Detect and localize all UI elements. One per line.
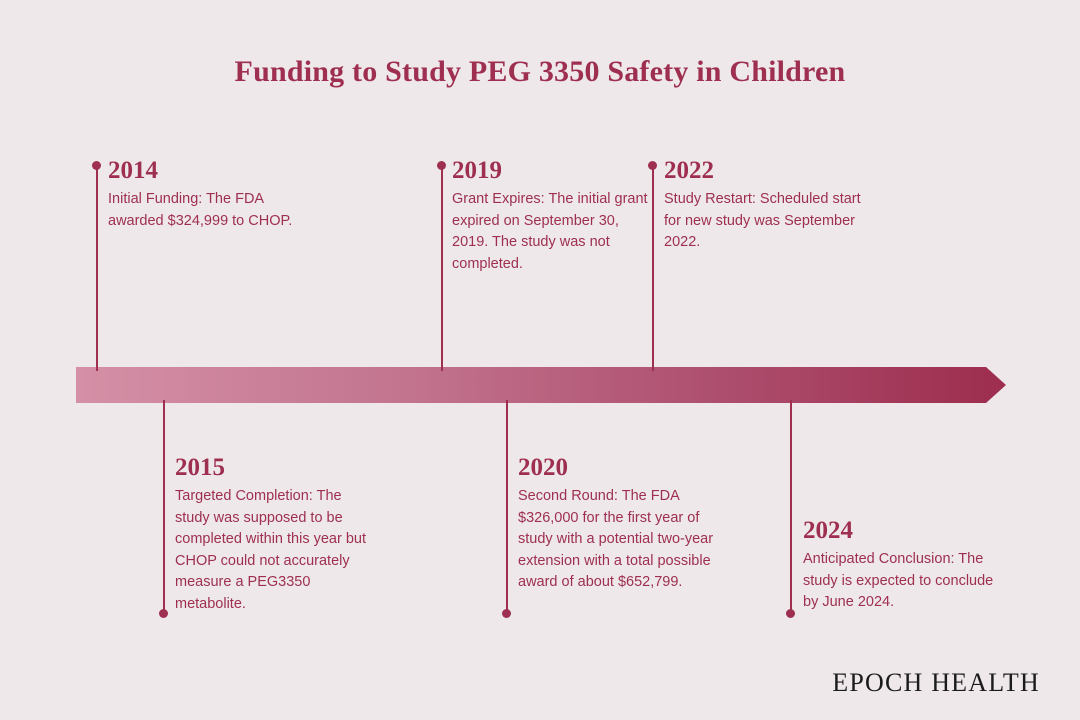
connector-line-2014 — [96, 166, 98, 371]
event-description-2024: Anticipated Conclusion: The study is expected to conclude by June 2024. — [803, 551, 994, 610]
timeline-dot-2020 — [502, 609, 511, 618]
timeline-dot-2015 — [159, 609, 168, 618]
timeline-event-2019 — [452, 158, 652, 275]
event-description-2019: Grant Expires: The initial grant expired on September 30, 2019. The study was not completed. — [452, 191, 648, 272]
timeline-bar — [76, 367, 986, 403]
connector-line-2015 — [163, 400, 165, 613]
timeline-dot-2014 — [92, 161, 101, 170]
timeline-event-2022 — [664, 158, 864, 254]
timeline-event-2024 — [803, 518, 1003, 614]
connector-line-2019 — [441, 166, 443, 371]
timeline-arrow-icon — [986, 367, 1006, 403]
timeline-dot-2019 — [437, 161, 446, 170]
timeline-event-2014 — [108, 158, 308, 232]
event-year-2019: 2019 — [452, 157, 502, 184]
event-description-2015: Targeted Completion: The study was supposed to be completed within this year but CHOP could not accurately measure a PEG3350 metabolite. — [175, 488, 367, 612]
timeline-event-2015 — [175, 455, 375, 615]
event-year-2024: 2024 — [803, 517, 853, 544]
connector-line-2020 — [506, 400, 508, 613]
event-year-2022: 2022 — [664, 157, 714, 184]
event-description-2020: Second Round: The FDA $326,000 for the first year of study with a potential two-year extension with a total possible award of about $652,799. — [518, 488, 714, 590]
event-year-2015: 2015 — [175, 454, 225, 481]
timeline-event-2020 — [518, 455, 718, 594]
connector-line-2024 — [790, 400, 792, 613]
event-year-2014: 2014 — [108, 157, 158, 184]
page-title: Funding to Study PEG 3350 Safety in Children — [234, 55, 846, 88]
event-description-2022: Study Restart: Scheduled start for new study was September 2022. — [664, 191, 861, 250]
event-description-2014: Initial Funding: The FDA awarded $324,999 to CHOP. — [108, 191, 293, 229]
timeline-dot-2024 — [786, 609, 795, 618]
brand-wordmark: EPOCH HEALTH — [832, 668, 1040, 697]
connector-line-2022 — [652, 166, 654, 371]
event-year-2020: 2020 — [518, 454, 568, 481]
